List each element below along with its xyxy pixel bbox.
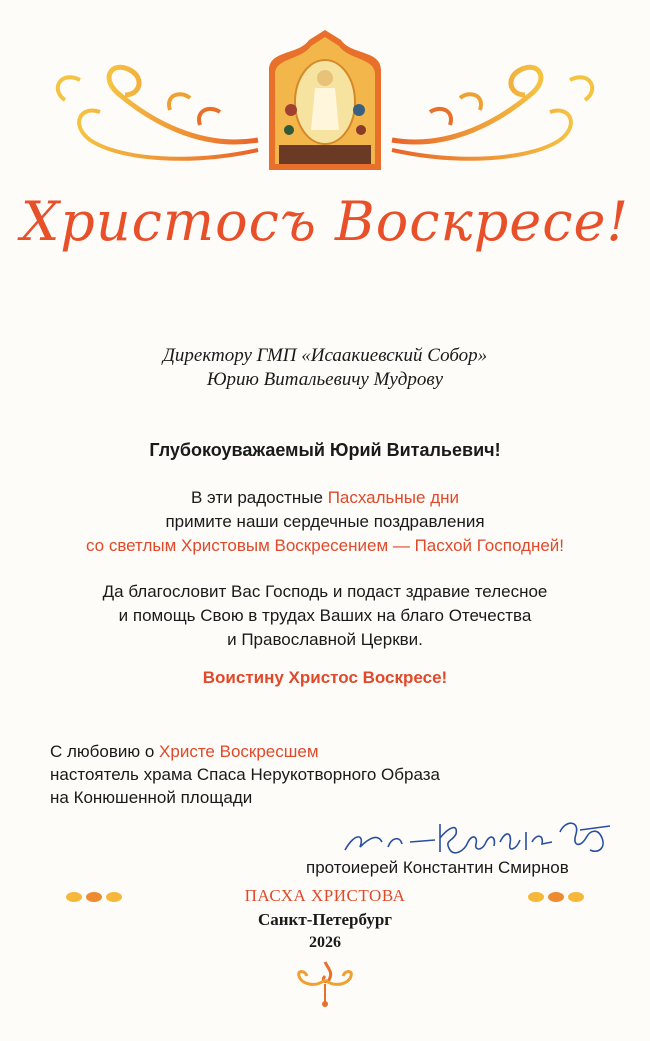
- signoff-line1: [50, 740, 610, 763]
- footer-year: 2026: [309, 934, 341, 951]
- signoff-line2: настоятель храма Спаса Нерукотворного Образа: [50, 765, 440, 784]
- signoff-line3: на Конюшенной площади: [50, 788, 253, 807]
- paragraph2-line1: Да благословит Вас Господь и подаст здравие телесное: [102, 582, 548, 601]
- greeting-paragraph: [0, 486, 650, 558]
- signoff: [50, 740, 610, 809]
- paragraph2-line3: и Православной Церкви.: [227, 630, 423, 649]
- addressee-line1: Директору ГМП «Исаакиевский Собор»: [162, 345, 488, 366]
- response-truly-risen: Воистину Христос Воскресе!: [202, 668, 448, 687]
- footer-city: Санкт-Петербург: [257, 910, 393, 929]
- paragraph1-line1-highlight: Пасхальные дни: [327, 488, 460, 507]
- addressee: [0, 344, 650, 392]
- ornament-flourish-bottom: [285, 958, 365, 1008]
- footer-easter: ПАСХА ХРИСТОВА: [244, 886, 406, 905]
- signoff-line1-highlight: Христе Воскресшем: [159, 742, 319, 761]
- paragraph1-line1-text: В эти радостные: [190, 488, 328, 507]
- blessing-paragraph: [0, 580, 650, 652]
- signer-name: протоиерей Константин Смирнов: [306, 858, 569, 877]
- handwritten-signature: [340, 812, 620, 862]
- paragraph1-line2: примите наши сердечные поздравления: [165, 512, 485, 531]
- paragraph1-line3: со светлым Христовым Воскресением — Пасхой Господней!: [85, 536, 565, 555]
- resurrection-icon: [259, 30, 391, 170]
- paragraph2-line2: и помощь Свою в трудах Ваших на благо Отечества: [118, 606, 532, 625]
- addressee-line2: Юрию Витальевичу Мудрову: [206, 369, 444, 390]
- salutation: Глубокоуважаемый Юрий Витальевич!: [149, 440, 501, 460]
- signoff-line1-text: С любовию о: [50, 742, 160, 761]
- title-christ-is-risen: Христосъ Воскресе!: [20, 190, 630, 253]
- paragraph1-line1: [0, 486, 650, 510]
